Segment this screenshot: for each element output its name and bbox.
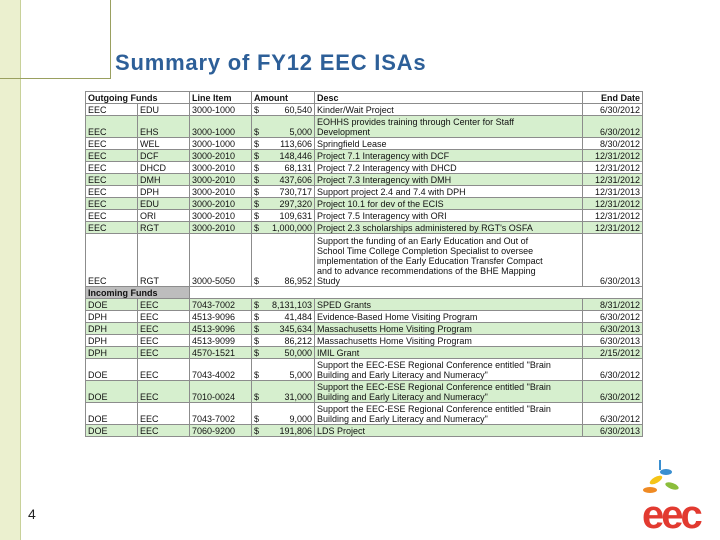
cell-to-agency: EEC	[138, 359, 190, 381]
cell-from-agency: EEC	[86, 234, 138, 287]
amount-value: 60,540	[284, 105, 313, 115]
cell-end-date: 12/31/2012	[583, 198, 643, 210]
desc-line: Project 7.1 Interagency with DCF	[317, 151, 450, 161]
cell-to-agency: WEL	[138, 138, 190, 150]
cell-from-agency: DPH	[86, 323, 138, 335]
currency-symbol: $	[254, 276, 260, 286]
cell-line-item: 3000-2010	[190, 174, 252, 186]
cell-from-agency: EEC	[86, 150, 138, 162]
desc-line: Support the EEC-ESE Regional Conference entitled "Brain	[317, 404, 551, 414]
cell-desc	[315, 116, 583, 138]
header-amount: Amount	[252, 92, 315, 104]
cell-end-date: 6/30/2013	[583, 323, 643, 335]
cell-from-agency: DPH	[86, 347, 138, 359]
cell-to-agency: EEC	[138, 381, 190, 403]
amount-value: 86,952	[284, 276, 313, 286]
cell-to-agency: ORI	[138, 210, 190, 222]
eec-logo	[636, 460, 716, 540]
currency-symbol: $	[254, 211, 260, 221]
amount-value: 41,484	[284, 312, 313, 322]
cell-from-agency: EEC	[86, 104, 138, 116]
cell-to-agency: RGT	[138, 234, 190, 287]
desc-line: SPED Grants	[317, 300, 372, 310]
cell-amount	[252, 186, 315, 198]
desc-line: Project 7.3 Interagency with DMH	[317, 175, 452, 185]
table-row	[86, 381, 643, 403]
cell-to-agency: DMH	[138, 174, 190, 186]
table-row	[86, 403, 643, 425]
desc-line: Support the EEC-ESE Regional Conference entitled "Brain	[317, 360, 551, 370]
cell-to-agency: RGT	[138, 222, 190, 234]
cell-from-agency: EEC	[86, 198, 138, 210]
cell-end-date: 6/30/2012	[583, 311, 643, 323]
currency-symbol: $	[254, 300, 260, 310]
cell-end-date: 12/31/2012	[583, 174, 643, 186]
cell-to-agency: EEC	[138, 425, 190, 437]
table-row	[86, 222, 643, 234]
title-rule-horizontal	[0, 78, 110, 79]
cell-line-item: 3000-1000	[190, 138, 252, 150]
cell-desc	[315, 323, 583, 335]
cell-amount	[252, 162, 315, 174]
cell-desc	[315, 198, 583, 210]
cell-end-date: 6/30/2013	[583, 335, 643, 347]
currency-symbol: $	[254, 312, 260, 322]
cell-amount	[252, 138, 315, 150]
cell-line-item: 3000-2010	[190, 222, 252, 234]
table-header-row	[86, 92, 643, 104]
logo-leaf-green	[664, 481, 679, 491]
cell-to-agency: EEC	[138, 311, 190, 323]
cell-desc	[315, 210, 583, 222]
cell-from-agency: DOE	[86, 403, 138, 425]
cell-amount	[252, 311, 315, 323]
amount-value: 730,717	[279, 187, 313, 197]
table-row	[86, 116, 643, 138]
cell-desc	[315, 162, 583, 174]
cell-amount	[252, 222, 315, 234]
cell-to-agency: DHCD	[138, 162, 190, 174]
amount-value: 9,000	[289, 414, 313, 424]
amount-value: 68,131	[284, 163, 313, 173]
currency-symbol: $	[254, 163, 260, 173]
cell-line-item: 3000-1000	[190, 104, 252, 116]
cell-from-agency: DOE	[86, 359, 138, 381]
currency-symbol: $	[254, 426, 260, 436]
table-row	[86, 104, 643, 116]
cell-to-agency: EEC	[138, 323, 190, 335]
cell-amount	[252, 234, 315, 287]
desc-line: Support project 2.4 and 7.4 with DPH	[317, 187, 466, 197]
cell-amount	[252, 150, 315, 162]
desc-line: and to advance recommendations of the BHE Mapping	[317, 266, 536, 276]
currency-symbol: $	[254, 348, 260, 358]
cell-from-agency: EEC	[86, 162, 138, 174]
desc-line: implementation of the Early Education Transfer Compact	[317, 256, 543, 266]
cell-to-agency: DPH	[138, 186, 190, 198]
desc-line: Building and Early Literacy and Numeracy"	[317, 370, 488, 380]
table-row	[86, 174, 643, 186]
amount-value: 8,131,103	[271, 300, 313, 310]
cell-from-agency: EEC	[86, 210, 138, 222]
cell-amount	[252, 198, 315, 210]
desc-line: Project 10.1 for dev of the ECIS	[317, 199, 444, 209]
currency-symbol: $	[254, 187, 260, 197]
currency-symbol: $	[254, 139, 260, 149]
cell-amount	[252, 347, 315, 359]
table-row	[86, 186, 643, 198]
cell-from-agency: EEC	[86, 138, 138, 150]
cell-amount	[252, 359, 315, 381]
cell-amount	[252, 403, 315, 425]
cell-line-item: 4513-9099	[190, 335, 252, 347]
cell-from-agency: DPH	[86, 335, 138, 347]
cell-end-date: 8/31/2012	[583, 299, 643, 311]
cell-to-agency: EDU	[138, 198, 190, 210]
desc-line: Support the funding of an Early Education and Out of	[317, 236, 529, 246]
incoming-funds-label: Incoming Funds	[86, 287, 190, 299]
cell-desc	[315, 138, 583, 150]
currency-symbol: $	[254, 175, 260, 185]
table-row	[86, 234, 643, 287]
cell-line-item: 3000-2010	[190, 198, 252, 210]
currency-symbol: $	[254, 336, 260, 346]
cell-end-date: 12/31/2012	[583, 222, 643, 234]
cell-amount	[252, 104, 315, 116]
amount-value: 345,634	[279, 324, 313, 334]
currency-symbol: $	[254, 392, 260, 402]
sidebar-decoration	[0, 0, 20, 540]
cell-to-agency: EEC	[138, 403, 190, 425]
currency-symbol: $	[254, 414, 260, 424]
cell-desc	[315, 381, 583, 403]
logo-wordmark: eec	[642, 493, 700, 537]
cell-from-agency: DOE	[86, 381, 138, 403]
cell-desc	[315, 359, 583, 381]
page-number: 4	[28, 506, 36, 522]
table-row	[86, 347, 643, 359]
table-row	[86, 162, 643, 174]
desc-line: School Time College Completion Specialist to oversee	[317, 246, 534, 256]
table-row	[86, 138, 643, 150]
cell-desc	[315, 150, 583, 162]
logo-leaf-blue	[660, 469, 672, 475]
incoming-funds-header-row	[86, 287, 643, 299]
table-row	[86, 198, 643, 210]
cell-line-item: 3000-2010	[190, 162, 252, 174]
cell-line-item: 3000-2010	[190, 150, 252, 162]
incoming-funds-spacer	[190, 287, 643, 299]
cell-end-date: 12/31/2013	[583, 186, 643, 198]
header-end-date: End Date	[583, 92, 643, 104]
cell-amount	[252, 210, 315, 222]
cell-from-agency: DPH	[86, 311, 138, 323]
amount-value: 1,000,000	[271, 223, 313, 233]
desc-line: Development	[317, 127, 371, 137]
cell-end-date: 12/31/2012	[583, 162, 643, 174]
amount-value: 109,631	[279, 211, 313, 221]
table-row	[86, 150, 643, 162]
cell-line-item: 4513-9096	[190, 311, 252, 323]
cell-desc	[315, 174, 583, 186]
table-row	[86, 311, 643, 323]
amount-value: 113,606	[280, 139, 313, 149]
desc-line: Massachusetts Home Visiting Program	[317, 336, 472, 346]
desc-line: EOHHS provides training through Center for Staff	[317, 117, 514, 127]
cell-desc	[315, 186, 583, 198]
desc-line: Kinder/Wait Project	[317, 105, 394, 115]
desc-line: Study	[317, 276, 341, 286]
currency-symbol: $	[254, 324, 260, 334]
header-outgoing-funds: Outgoing Funds	[86, 92, 190, 104]
title-rule-vertical	[110, 0, 111, 79]
cell-end-date: 6/30/2013	[583, 234, 643, 287]
cell-to-agency: EEC	[138, 299, 190, 311]
cell-end-date: 6/30/2012	[583, 104, 643, 116]
cell-desc	[315, 403, 583, 425]
cell-line-item: 3000-2010	[190, 210, 252, 222]
amount-value: 5,000	[289, 127, 313, 137]
cell-amount	[252, 381, 315, 403]
table-row	[86, 323, 643, 335]
table-row	[86, 210, 643, 222]
cell-amount	[252, 116, 315, 138]
cell-line-item: 7043-4002	[190, 359, 252, 381]
cell-end-date: 6/30/2012	[583, 403, 643, 425]
desc-line: Project 2.3 scholarships administered by RGT's OSFA	[317, 223, 533, 233]
currency-symbol: $	[254, 370, 260, 380]
cell-end-date: 6/30/2012	[583, 381, 643, 403]
cell-from-agency: EEC	[86, 222, 138, 234]
cell-amount	[252, 335, 315, 347]
cell-from-agency: EEC	[86, 116, 138, 138]
desc-line: IMIL Grant	[317, 348, 360, 358]
desc-line: Building and Early Literacy and Numeracy"	[317, 392, 488, 402]
amount-value: 148,446	[279, 151, 313, 161]
cell-from-agency: DOE	[86, 425, 138, 437]
cell-line-item: 3000-1000	[190, 116, 252, 138]
amount-value: 297,320	[279, 199, 313, 209]
currency-symbol: $	[254, 151, 260, 161]
cell-amount	[252, 299, 315, 311]
sidebar-border	[20, 0, 21, 540]
cell-line-item: 7060-9200	[190, 425, 252, 437]
cell-desc	[315, 347, 583, 359]
table-row	[86, 335, 643, 347]
cell-line-item: 4570-1521	[190, 347, 252, 359]
amount-value: 50,000	[284, 348, 313, 358]
currency-symbol: $	[254, 199, 260, 209]
cell-to-agency: DCF	[138, 150, 190, 162]
cell-desc	[315, 335, 583, 347]
cell-desc	[315, 311, 583, 323]
cell-desc	[315, 299, 583, 311]
isa-summary-table	[85, 91, 643, 437]
cell-end-date: 12/31/2012	[583, 210, 643, 222]
cell-end-date: 6/30/2013	[583, 425, 643, 437]
cell-end-date: 8/30/2012	[583, 138, 643, 150]
header-line-item: Line Item	[190, 92, 252, 104]
cell-amount	[252, 174, 315, 186]
cell-desc	[315, 234, 583, 287]
cell-to-agency: EHS	[138, 116, 190, 138]
desc-line: Building and Early Literacy and Numeracy"	[317, 414, 488, 424]
cell-line-item: 7043-7002	[190, 403, 252, 425]
header-desc: Desc	[315, 92, 583, 104]
cell-desc	[315, 104, 583, 116]
cell-line-item: 3000-2010	[190, 186, 252, 198]
table-row	[86, 299, 643, 311]
cell-amount	[252, 425, 315, 437]
cell-to-agency: EEC	[138, 347, 190, 359]
isa-table-body	[86, 92, 643, 437]
cell-line-item: 7010-0024	[190, 381, 252, 403]
desc-line: Project 7.5 Interagency with ORI	[317, 211, 447, 221]
desc-line: Project 7.2 Interagency with DHCD	[317, 163, 457, 173]
page-title: Summary of FY12 EEC ISAs	[115, 50, 427, 75]
currency-symbol: $	[254, 105, 260, 115]
amount-value: 86,212	[284, 336, 313, 346]
amount-value: 5,000	[289, 370, 313, 380]
cell-end-date: 6/30/2012	[583, 116, 643, 138]
currency-symbol: $	[254, 223, 260, 233]
desc-line: Massachusetts Home Visiting Program	[317, 324, 472, 334]
cell-line-item: 4513-9096	[190, 323, 252, 335]
cell-from-agency: DOE	[86, 299, 138, 311]
amount-value: 31,000	[284, 392, 313, 402]
cell-end-date: 2/15/2012	[583, 347, 643, 359]
desc-line: Springfield Lease	[317, 139, 387, 149]
cell-line-item: 7043-7002	[190, 299, 252, 311]
cell-desc	[315, 425, 583, 437]
table-row	[86, 359, 643, 381]
cell-amount	[252, 323, 315, 335]
cell-desc	[315, 222, 583, 234]
cell-from-agency: EEC	[86, 186, 138, 198]
cell-end-date: 6/30/2012	[583, 359, 643, 381]
cell-to-agency: EEC	[138, 335, 190, 347]
table-row	[86, 425, 643, 437]
cell-from-agency: EEC	[86, 174, 138, 186]
cell-end-date: 12/31/2012	[583, 150, 643, 162]
cell-to-agency: EDU	[138, 104, 190, 116]
amount-value: 191,806	[279, 426, 313, 436]
amount-value: 437,606	[279, 175, 313, 185]
cell-line-item: 3000-5050	[190, 234, 252, 287]
logo-leaf-yellow	[648, 474, 663, 486]
desc-line: Evidence-Based Home Visiting Program	[317, 312, 478, 322]
currency-symbol: $	[254, 127, 260, 137]
desc-line: Support the EEC-ESE Regional Conference entitled "Brain	[317, 382, 551, 392]
desc-line: LDS Project	[317, 426, 366, 436]
